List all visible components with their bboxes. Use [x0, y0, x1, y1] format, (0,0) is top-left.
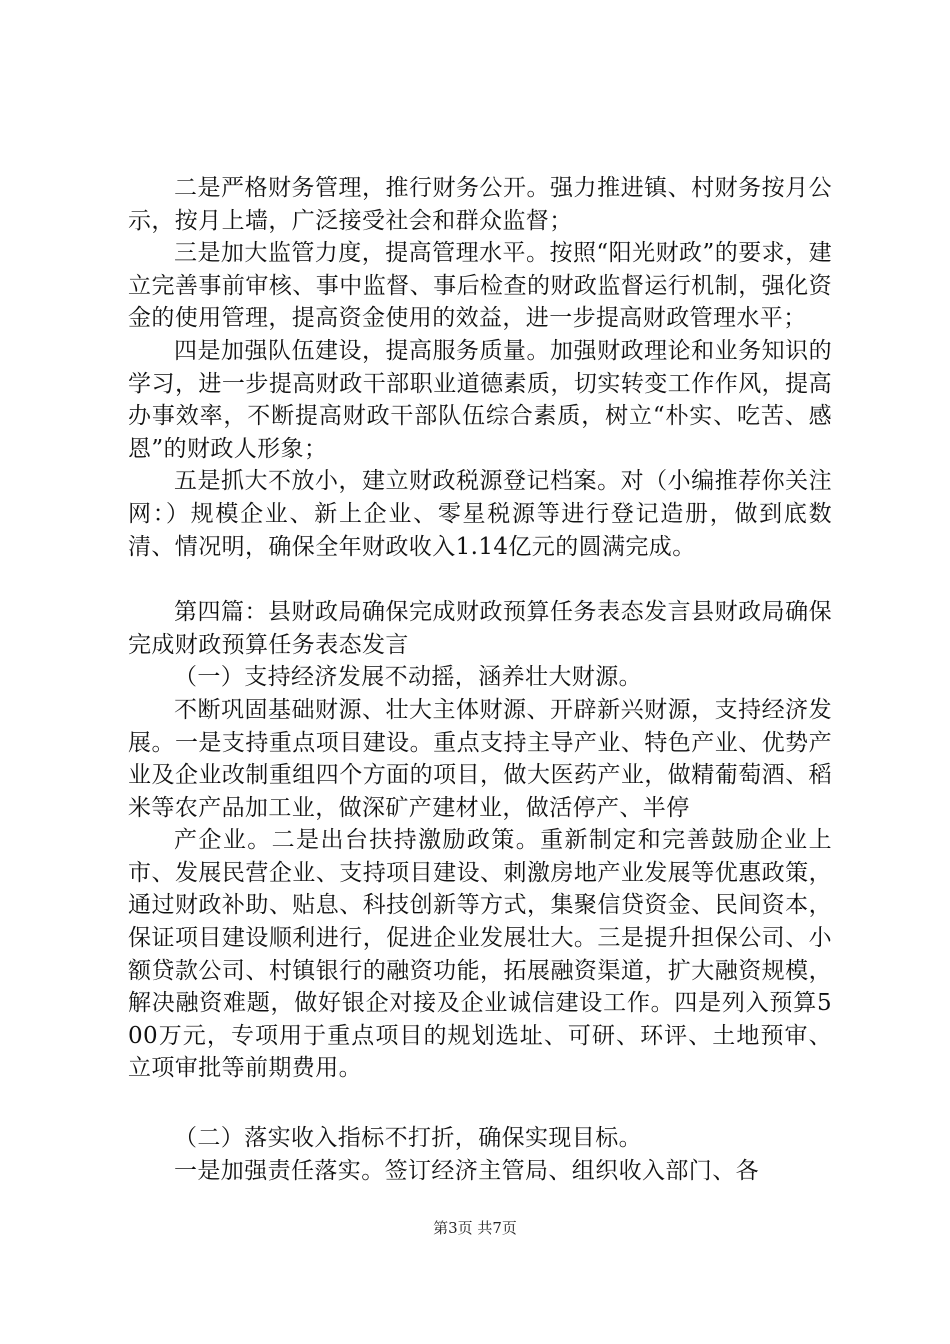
paragraph-incentive-policy: 产企业。二是出台扶持激励政策。重新制定和完善鼓励企业上市、发展民营企业、支持项目建设、刺激房地产业发展等优惠政策，通过财政补助、贴息、科技创新等方式，集聚信贷资金、民间资本，保证项目建设顺利进行，促进企业发展壮大。三是提升担保公司、小额贷款公司、村镇银行的融资功能，拓展融资渠道，扩大融资规模，解决融资难题，做好银企对接及企业诚信建设工作。四是列入预算500万元，专项用于重点项目的规划选址、可研、环评、土地预审、立项审批等前期费用。 — [128, 827, 832, 1082]
page-footer: 第3页 共7页 — [433, 1219, 517, 1237]
paragraph-responsibility: 一是加强责任落实。签订经济主管局、组织收入部门、各 — [174, 1157, 759, 1184]
paragraph-item-5-tax-source-records: 五是抓大不放小，建立财政税源登记档案。对（小编推荐你关注网：）规模企业、新上企业、零星税源等进行登记造册，做到底数清、情况明，确保全年财政收入1.14亿元的圆满完成。 — [128, 468, 832, 560]
paragraph-item-2-finance-disclosure: 二是严格财务管理，推行财务公开。强力推进镇、村财务按月公示，按月上墙，广泛接受社会和群众监督； — [128, 175, 832, 234]
section-heading-part-four: 第四篇：县财政局确保完成财政预算任务表态发言县财政局确保完成财政预算任务表态发言 — [128, 599, 832, 658]
paragraph-support-economy: 不断巩固基础财源、壮大主体财源、开辟新兴财源，支持经济发展。一是支持重点项目建设。重点支持主导产业、特色产业、优势产业及企业改制重组四个方面的项目，做大医药产业，做精葡萄酒、稻米等农产品加工业，做深矿产建材业，做活停产、半停 — [128, 696, 832, 821]
paragraph-item-4-team-building: 四是加强队伍建设，提高服务质量。加强财政理论和业务知识的学习，进一步提高财政干部职业道德素质，切实转变工作作风，提高办事效率，不断提高财政干部队伍综合素质，树立“朴实、吃苦、感恩”的财政人形象； — [128, 337, 832, 462]
subheading-two: （二）落实收入指标不打折，确保实现目标。 — [174, 1125, 642, 1152]
document-body — [128, 172, 832, 1187]
paragraph-item-3-supervision: 三是加大监管力度，提高管理水平。按照“阳光财政”的要求，建立完善事前审核、事中监督、事后检查的财政监督运行机制，强化资金的使用管理，提高资金使用的效益，进一步提高财政管理水平； — [128, 240, 832, 332]
subheading-one: （一）支持经济发展不动摇，涵养壮大财源。 — [174, 664, 642, 691]
